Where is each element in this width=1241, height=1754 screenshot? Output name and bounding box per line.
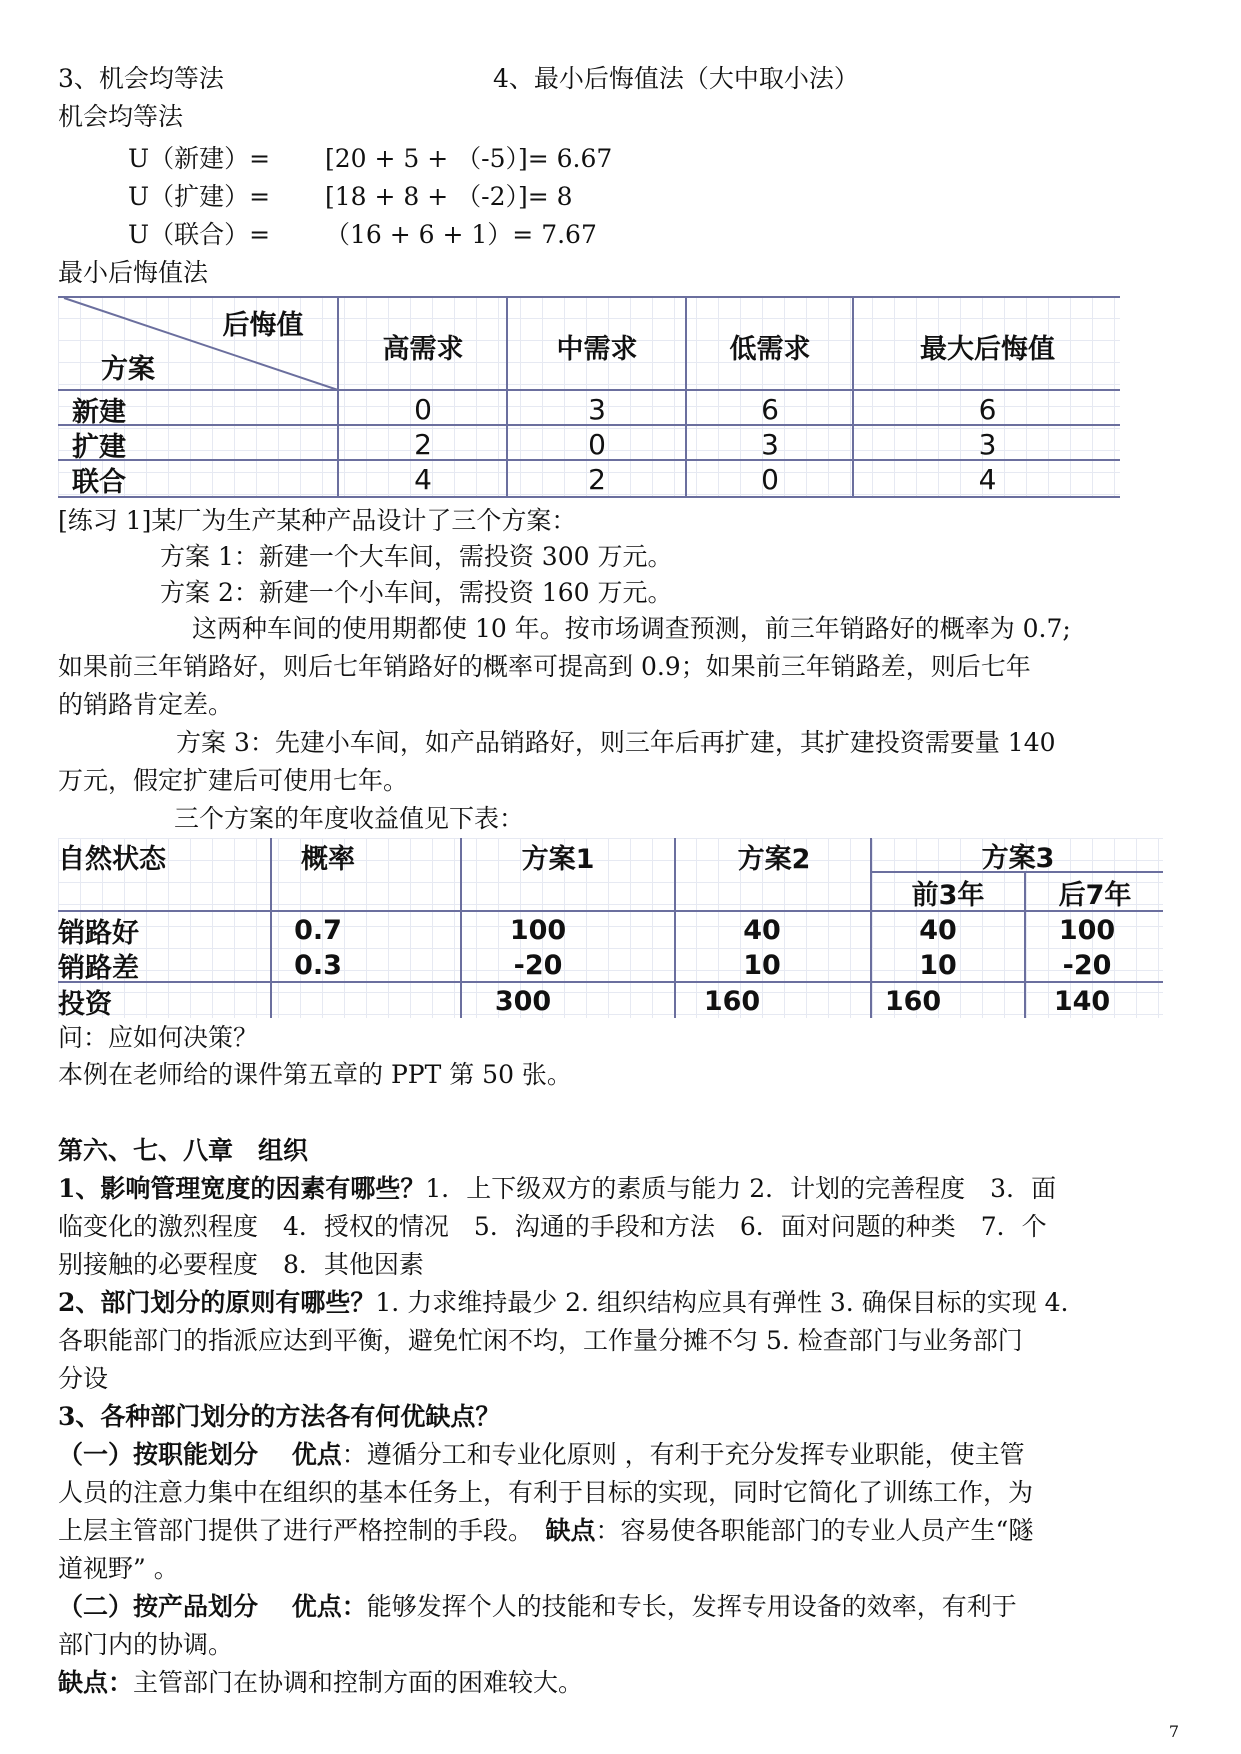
a3-cons-label: 缺点： (58, 1668, 134, 1697)
a1-text: ：遵循分工和专业化原则 ，有利于充分发挥专业职能，使主管 (341, 1440, 1025, 1469)
table-cell: 6 (761, 392, 779, 426)
row-name: 投资 (58, 988, 112, 1020)
q2-title: 2、部门划分的原则有哪些？ (58, 1288, 376, 1317)
table-cell: 0 (588, 427, 606, 461)
table-cell: 10 (743, 949, 781, 981)
row-name: 扩建 (72, 431, 126, 463)
q2-line2: 各职能部门的指派应达到平衡，避免忙闲不均，工作量分摊不匀 5. 检查部门与业务部门 (58, 1326, 1023, 1355)
a1-line1 (58, 1438, 1025, 1472)
q1-title: 1、影响管理宽度的因素有哪些？ (58, 1174, 426, 1203)
regret-table (58, 296, 1120, 498)
a1-cons-label: 缺点 (545, 1516, 596, 1545)
q1-answer: 1．上下级双方的素质与能力 2．计划的完善程度 3．面 (425, 1174, 1057, 1203)
table-cell: 3 (761, 427, 779, 461)
a3-line1 (58, 1666, 583, 1700)
table-cell: 100 (509, 914, 567, 946)
a2-title: （二）按产品划分 优点： (58, 1592, 367, 1621)
header-low: 低需求 (729, 333, 811, 365)
formula-expand-label: U（扩建）= (128, 182, 271, 211)
exercise-intro: [练习 1]某厂为生产某种产品设计了三个方案： (58, 506, 577, 535)
q2-line3: 分设 (58, 1364, 109, 1393)
table-cell: 4 (978, 462, 997, 496)
paragraph-line: 如果前三年销路好，则后七年销路好的概率可提高到 0.9；如果前三年销路差，则后七年 (58, 652, 1031, 681)
header-high: 高需求 (382, 333, 464, 365)
header-mid: 中需求 (556, 333, 638, 365)
table-cell: 2 (588, 462, 606, 496)
header-plan1: 方案1 (521, 843, 595, 875)
subheader-last7: 后7年 (1058, 879, 1132, 911)
table-cell: 0 (761, 462, 779, 496)
a1-cons-text: ：容易使各职能部门的专业人员产生“隧 (595, 1516, 1034, 1545)
a2-text: 能够发挥个人的技能和专长，发挥专用设备的效率，有利于 (366, 1592, 1017, 1621)
formula-joint-value: （16 + 6 + 1）= 7.67 (325, 220, 597, 249)
table-intro: 三个方案的年度收益值见下表： (174, 804, 525, 833)
paragraph-line: 万元，假定扩建后可使用七年。 (58, 766, 409, 795)
table-cell: 160 (884, 985, 942, 1017)
header-max-regret: 最大后悔值 (920, 333, 1055, 365)
subheader-first3: 前3年 (911, 879, 985, 911)
paragraph-line: 这两种车间的使用期都使 10 年。按市场调查预测，前三年销路好的概率为 0.7; (192, 614, 1071, 643)
formula-expand-value: [18 + 8 + （-2）]= 8 (325, 182, 573, 211)
row-name: 销路好 (58, 917, 139, 949)
q1-line1 (58, 1172, 1056, 1206)
formula-joint-label: U（联合）= (128, 220, 271, 249)
corner-plan: 方案 (101, 353, 155, 385)
a1-line2: 人员的注意力集中在组织的基本任务上，有利于目标的实现，同时它简化了训练工作，为 (58, 1478, 1034, 1507)
table-cell: 40 (919, 914, 957, 946)
q3-title: 3、各种部门划分的方法各有何优缺点？ (58, 1402, 501, 1431)
question: 问：应如何决策？ (58, 1023, 259, 1052)
table-cell (273, 984, 363, 1018)
table-cell: 3 (588, 392, 606, 426)
table-cell: 140 (1053, 985, 1111, 1017)
chapter-heading: 第六、七、八章 组织 (58, 1136, 309, 1165)
plan-1: 方案 1：新建一个大车间，需投资 300 万元。 (160, 542, 673, 571)
q2-line1 (58, 1286, 1069, 1320)
profit-table (58, 838, 1163, 1018)
a2-line2: 部门内的协调。 (58, 1630, 234, 1659)
a2-line1 (58, 1590, 1017, 1624)
table-cell: 300 (494, 985, 552, 1017)
a1-title: （一）按职能划分 优点 (58, 1440, 342, 1469)
q1-line3: 别接触的必要程度 8．其他因素 (58, 1250, 424, 1279)
page-number: 7 (1168, 1722, 1179, 1741)
equal-chance-title: 机会均等法 (58, 102, 184, 131)
formula-new-value: [20 + 5 + （-5）]= 6.67 (325, 144, 613, 173)
min-regret-title: 最小后悔值法 (58, 258, 209, 287)
q1-line2: 临变化的激烈程度 4．授权的情况 5．沟通的手段和方法 6．面对问题的种类 7．个 (58, 1212, 1047, 1241)
table-cell: 160 (703, 985, 761, 1017)
table-cell: 10 (919, 949, 957, 981)
a1-line3 (58, 1514, 1033, 1548)
plan-2: 方案 2：新建一个小车间，需投资 160 万元。 (160, 578, 673, 607)
header-state: 自然状态 (58, 843, 166, 875)
corner-regret: 后悔值 (222, 309, 304, 341)
paragraph-line: 的销路肯定差。 (58, 690, 234, 719)
formula-new-label: U（新建）= (128, 144, 271, 173)
table-cell: 0.3 (294, 949, 342, 981)
a1-line4: 道视野” 。 (58, 1554, 179, 1583)
table-cell: 0.7 (294, 914, 342, 946)
row-name: 新建 (72, 396, 126, 428)
table-cell: -20 (1062, 949, 1112, 981)
table-cell: -20 (513, 949, 563, 981)
a1-text-3a: 上层主管部门提供了进行严格控制的手段。 (58, 1516, 521, 1545)
header-prob: 概率 (301, 843, 355, 875)
table-cell: 0 (414, 392, 432, 426)
table-cell: 100 (1058, 914, 1116, 946)
method-heading-4: 4、最小后悔值法（大中取小法） (493, 64, 859, 93)
table-cell: 2 (414, 427, 432, 461)
q2-answer: 1. 力求维持最少 2. 组织结构应具有弹性 3. 确保目标的实现 4. (375, 1288, 1069, 1317)
table-cell: 40 (743, 914, 781, 946)
plan-3: 方案 3：先建小车间，如产品销路好，则三年后再扩建，其扩建投资需要量 140 (176, 728, 1056, 757)
header-plan2: 方案2 (737, 843, 811, 875)
method-heading-3: 3、机会均等法 (58, 64, 224, 93)
reference-note: 本例在老师给的课件第五章的 PPT 第 50 张。 (58, 1060, 572, 1089)
row-name: 联合 (72, 466, 126, 498)
table-cell: 6 (978, 392, 997, 426)
header-plan3: 方案3 (981, 842, 1055, 874)
row-name: 销路差 (58, 952, 139, 984)
a3-cons-text: 主管部门在协调和控制方面的困难较大。 (133, 1668, 584, 1697)
table-cell: 4 (414, 462, 432, 496)
table-cell: 3 (978, 427, 997, 461)
